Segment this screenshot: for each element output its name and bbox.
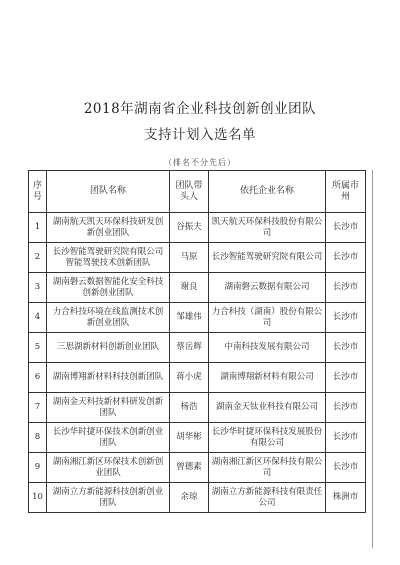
cell-team: 三思湖新材料创新创业团队 xyxy=(47,333,170,363)
table-row xyxy=(29,333,366,363)
table-header-row xyxy=(29,171,366,213)
cell-team: 湖南博翔新材料科技创新团队 xyxy=(47,363,170,393)
table-row xyxy=(29,243,366,273)
cell-leader: 谢良 xyxy=(170,273,209,303)
table-body xyxy=(29,213,366,513)
cell-index: 5 xyxy=(29,333,47,363)
cell-leader: 谷振夫 xyxy=(170,213,209,243)
cell-team: 湖南金天科技新材料研发创新团队 xyxy=(47,393,170,423)
cell-city: 株洲市 xyxy=(326,483,366,513)
page-title-line1: 2018年湖南省企业科技创新创业团队 xyxy=(83,101,317,117)
cell-index: 8 xyxy=(29,423,47,453)
cell-city: 长沙市 xyxy=(326,273,366,303)
cell-leader: 马原 xyxy=(170,243,209,273)
table-row xyxy=(29,423,366,453)
cell-index: 3 xyxy=(29,273,47,303)
table-row xyxy=(29,303,366,333)
header-index: 序号 xyxy=(29,171,47,213)
page-title-line2: 支持计划入选名单 xyxy=(144,127,256,143)
cell-index: 6 xyxy=(29,363,47,393)
table-row xyxy=(29,273,366,303)
cell-company: 力合科技（湖南）股份有限公司 xyxy=(209,303,326,333)
cell-leader: 曾德素 xyxy=(170,453,209,483)
cell-city: 长沙市 xyxy=(326,453,366,483)
cell-city: 长沙市 xyxy=(326,303,366,333)
cell-company: 长沙智能驾驶研究院有限公司 xyxy=(209,243,326,273)
cell-city: 长沙市 xyxy=(326,393,366,423)
table-row xyxy=(29,453,366,483)
cell-leader: 邹雄伟 xyxy=(170,303,209,333)
cell-index: 10 xyxy=(29,483,47,513)
ranking-note: （排名不分先后） xyxy=(164,158,236,167)
cell-index: 9 xyxy=(29,453,47,483)
table-row xyxy=(29,393,366,423)
cell-company: 湖南磐云数据有限公司 xyxy=(209,273,326,303)
cell-city: 长沙市 xyxy=(326,423,366,453)
cell-leader: 胡华彬 xyxy=(170,423,209,453)
cell-team: 湖南航天凯天环保科技研发创新创业团队 xyxy=(47,213,170,243)
cell-city: 长沙市 xyxy=(326,333,366,363)
cell-team: 长沙华时捷环保技术创新创业团队 xyxy=(47,423,170,453)
cell-company: 湖南博翔新材料有限公司 xyxy=(209,363,326,393)
cell-index: 4 xyxy=(29,303,47,333)
cell-index: 2 xyxy=(29,243,47,273)
cell-leader: 杨浩 xyxy=(170,393,209,423)
header-city: 所属市州 xyxy=(326,171,366,213)
cell-leader: 余琼 xyxy=(170,483,209,513)
cell-company: 凯天航天环保科技股份有限公司 xyxy=(209,213,326,243)
cell-company: 湖南金天钛业科技有限公司 xyxy=(209,393,326,423)
cell-city: 长沙市 xyxy=(326,363,366,393)
cell-leader: 蒋小虎 xyxy=(170,363,209,393)
cell-index: 1 xyxy=(29,213,47,243)
header-company: 依托企业名称 xyxy=(209,171,326,213)
table-row xyxy=(29,363,366,393)
cell-company: 长沙华时捷环保科技发展股份有限公司 xyxy=(209,423,326,453)
page-edge-line xyxy=(372,170,373,548)
cell-team: 湖南磐云数据智能化安全科技创新创业团队 xyxy=(47,273,170,303)
cell-city: 长沙市 xyxy=(326,213,366,243)
cell-leader: 蔡岳辉 xyxy=(170,333,209,363)
cell-team: 湖南立方新能源科技创新创业团队 xyxy=(47,483,170,513)
header-team: 团队名称 xyxy=(47,171,170,213)
cell-company: 湖南立方新能源科技有限责任公司 xyxy=(209,483,326,513)
selection-table xyxy=(28,170,366,513)
cell-team: 湖南湘江新区环保技术创新创业团队 xyxy=(47,453,170,483)
cell-team: 力合科技环境在线监测技术创新创业团队 xyxy=(47,303,170,333)
cell-company: 中南科技发展有限公司 xyxy=(209,333,326,363)
table-row xyxy=(29,483,366,513)
cell-index: 7 xyxy=(29,393,47,423)
cell-company: 湖南湘江新区环保科技有限公司 xyxy=(209,453,326,483)
cell-team: 长沙智能驾驶研究院有限公司智能驾驶技术创新团队 xyxy=(47,243,170,273)
header-leader: 团队带头人 xyxy=(170,171,209,213)
cell-city: 长沙市 xyxy=(326,243,366,273)
table-row xyxy=(29,213,366,243)
